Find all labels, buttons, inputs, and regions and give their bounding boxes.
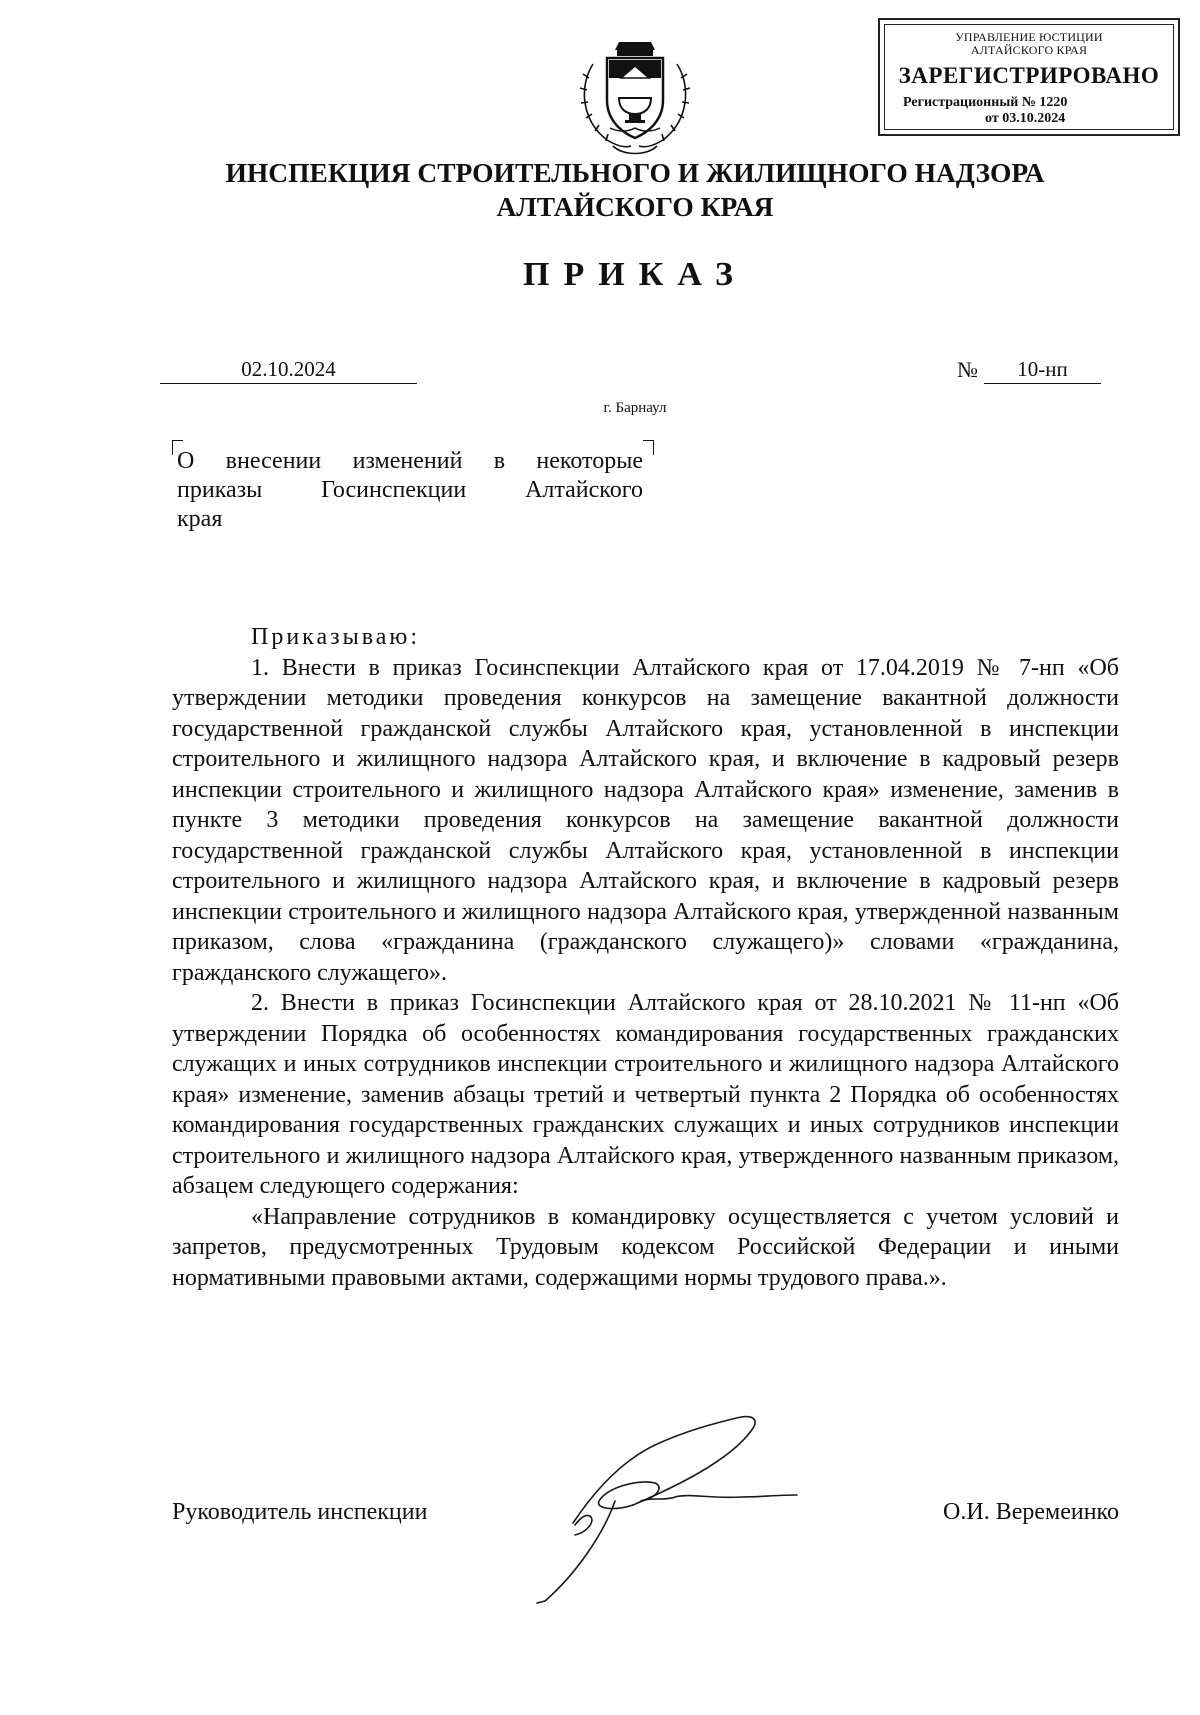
registration-stamp-frame (884, 24, 1174, 130)
paragraph-2: 2. Внести в приказ Госинспекции Алтайского края от 28.10.2021 № 11-нп «Об утверждении Порядка об особенностях командирования государственных гражданских служащих и иных сотрудников инспекции строительного и жилищного надзора Алтайского края» изменение, заменив абзацы третий и четвертый пункта 2 Порядка об особенностях командирования государственных гражданских служащих и иных сотрудников инспекции строительного и жилищного надзора Алтайского края, утвержденного названным приказом, абзацем следующего содержания: (172, 990, 1119, 1199)
altai-krai-coat-of-arms-icon (573, 34, 697, 158)
stamp-org-line2: АЛТАЙСКОГО КРАЯ (970, 43, 1088, 57)
subject-line1: О внесении изменений в некоторые (177, 448, 643, 474)
org-title-line2: АЛТАЙСКОГО КРАЯ (496, 191, 774, 222)
handwritten-signature-icon (515, 1405, 815, 1615)
paragraph-3: «Направление сотрудников в командировку осуществляется с учетом условий и запретов, предусмотренных Трудовым кодексом Российской Федерации и иными нормативными правовыми актами, содержащими нормы трудового права.». (172, 1203, 1119, 1291)
document-subject (177, 447, 643, 534)
subject-line2: приказы Госинспекции Алтайского (177, 477, 643, 503)
number-label: № (957, 357, 978, 382)
subject-bracket-right (643, 440, 654, 455)
document-type-title: ПРИКАЗ (523, 256, 747, 293)
stamp-org-line1: УПРАВЛЕНИЕ ЮСТИЦИИ (955, 30, 1103, 44)
stamp-reg-number: Регистрационный № 1220 (903, 95, 1068, 110)
document-date: 02.10.2024 (160, 357, 417, 384)
signatory-name: О.И. Веремеинко (943, 1499, 1119, 1525)
order-word: Приказываю: (251, 624, 420, 650)
document-number: 10-нп (984, 357, 1101, 384)
subject-line3: края (177, 506, 223, 532)
paragraph-1: 1. Внести в приказ Госинспекции Алтайского края от 17.04.2019 № 7-нп «Об утверждении методики проведения конкурсов на замещение вакантной должности государственной гражданской службы Алтайского края, установленной в инспекции строительного и жилищного надзора Алтайского края, и включение в кадровый резерв инспекции строительного и жилищного надзора Алтайского края» изменение, заменив в пункте 3 методики проведения конкурсов на замещение вакантной должности государственной гражданской службы Алтайского края, установленной в инспекции строительного и жилищного надзора Алтайского края, и включение в кадровый резерв инспекции строительного и жилищного надзора Алтайского края, утвержденной названным приказом, слова «гражданина (гражданского служащего)» словами «гражданина, гражданского служащего». (172, 654, 1119, 986)
document-city: г. Барнаул (603, 400, 667, 416)
registration-stamp (878, 18, 1180, 136)
stamp-reg-date: от 03.10.2024 (985, 111, 1066, 126)
signatory-position: Руководитель инспекции (172, 1499, 428, 1525)
document-body (172, 622, 1119, 1293)
stamp-title: ЗАРЕГИСТРИРОВАНО (898, 63, 1160, 88)
org-title-line1: ИНСПЕКЦИЯ СТРОИТЕЛЬНОГО И ЖИЛИЩНОГО НАДЗОРА (225, 157, 1045, 188)
